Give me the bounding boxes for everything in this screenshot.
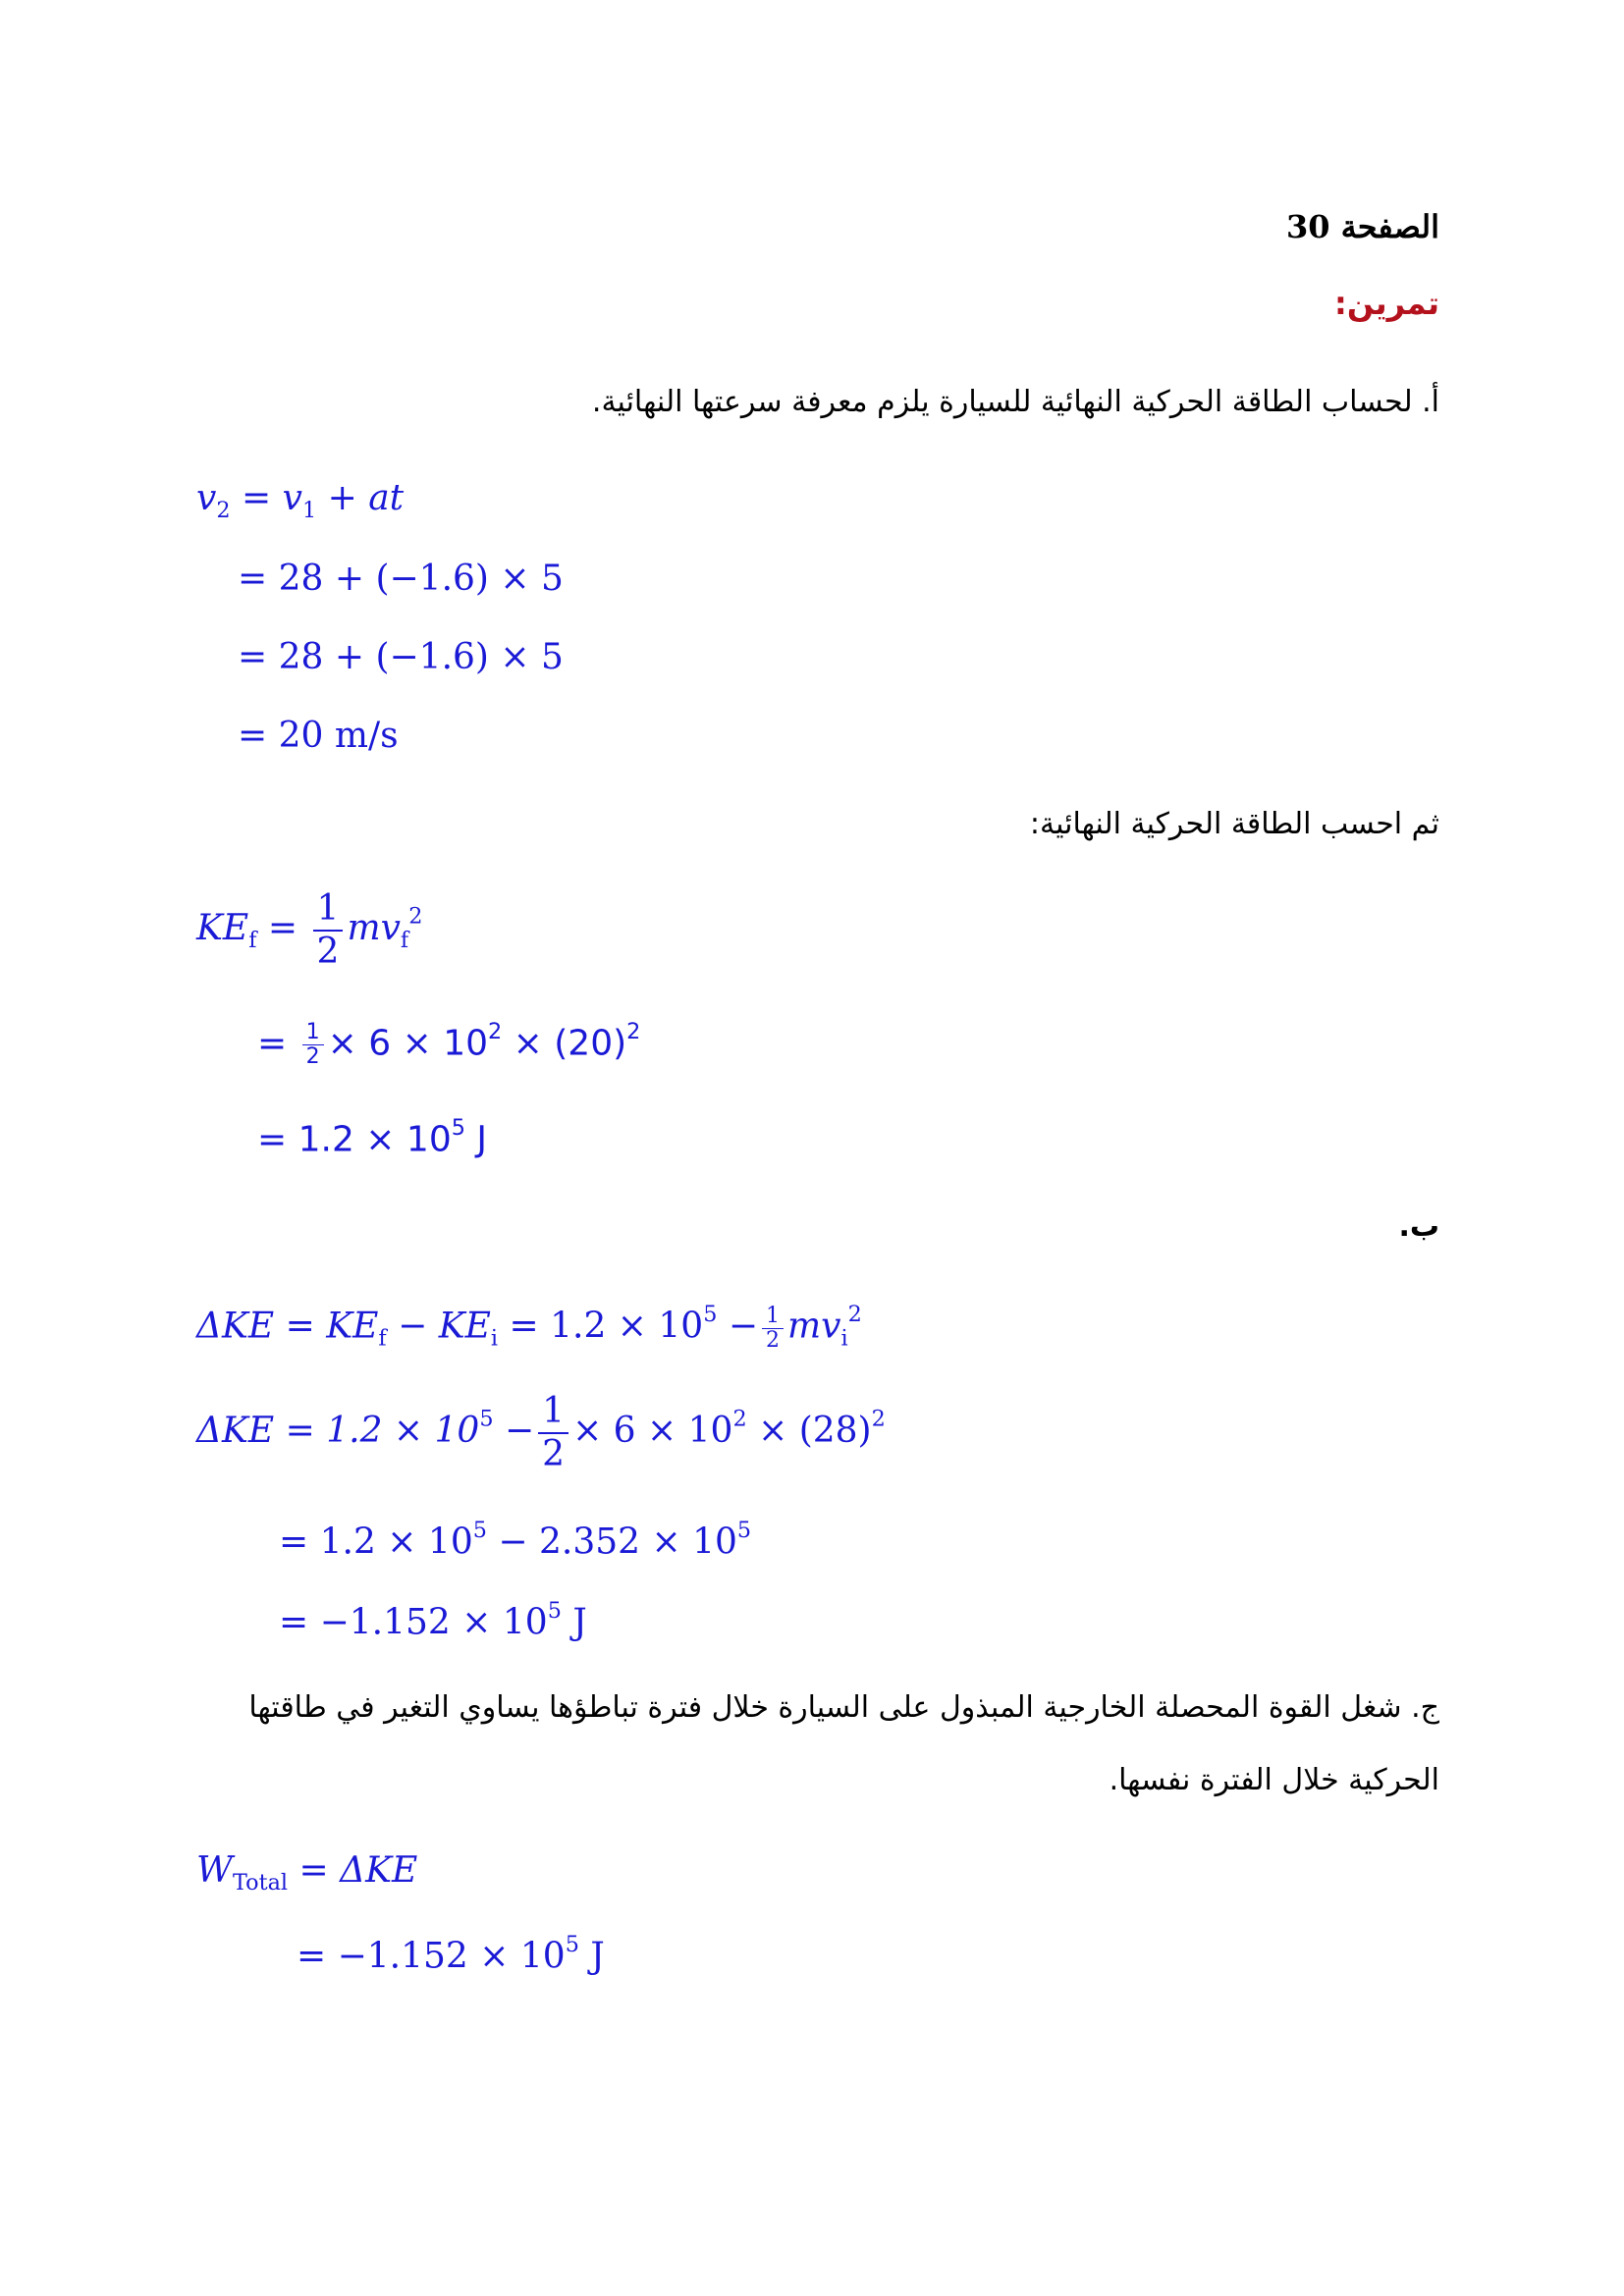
part-c-line-2: الحركية خلال الفترة نفسها. [1109, 1763, 1439, 1797]
fraction-half: $\frac{1}{2}$ [302, 1022, 324, 1068]
part-b-label: ب. [1398, 1209, 1439, 1244]
fraction-half: $\frac{1}{2}$ [538, 1394, 568, 1472]
ke-final-step-1: = $\frac{1}{2}$ × $6 \times 10^2 \times (20)^2$ [257, 1019, 641, 1070]
page-title: الصفحة 30 [1285, 208, 1439, 245]
velocity-equation: $v_2 = v_1$ + at [196, 478, 405, 523]
delta-ke-line-1: $\Delta KE = KE_f - KE_i = 1.2 \times 10^5$ − $\frac{1}{2}$ $mv_i^2$ [196, 1302, 862, 1354]
ke-final-equation: $KE_f$ = $\frac{1}{2}$ $mv_f^2$ [196, 888, 423, 972]
delta-ke-line-2: $\Delta KE = 1.2 \times 10^5$ − $\frac{1}{2}$ × $6 \times 10^2 \times (28)^2$ [196, 1391, 886, 1474]
part-c-line-1: ج. شغل القوة المحصلة الخارجية المبذول على السيارة خلال فترة تباطؤها يساوي التغير في طاقتها [248, 1690, 1439, 1725]
velocity-result: = 20 m/s [238, 716, 399, 756]
part-a-text: أ. لحساب الطاقة الحركية النهائية للسيارة يلزم معرفة سرعتها النهائية. [591, 385, 1439, 419]
delta-ke-line-4: = $-1.152 \times 10^5$ J [279, 1598, 587, 1643]
velocity-step-2: = 28 + (−1.6) × 5 [238, 637, 564, 677]
fraction-half: $\frac{1}{2}$ [762, 1306, 784, 1352]
part-a-then: ثم احسب الطاقة الحركية النهائية: [1029, 807, 1439, 841]
fraction-half: $\frac{1}{2}$ [313, 891, 344, 970]
exercise-label: تمرين: [1334, 285, 1439, 322]
ke-final-result: = $1.2 \times 10^5$ J [257, 1115, 487, 1160]
work-equation: $W_{Total} = \Delta KE$ [196, 1850, 418, 1896]
work-result: = $-1.152 \times 10^5$ J [297, 1932, 605, 1977]
velocity-step-1: = 28 + (−1.6) × 5 [238, 559, 564, 599]
delta-ke-line-3: = $1.2 \times 10^5 - 2.352 \times 10^5$ [279, 1518, 752, 1563]
